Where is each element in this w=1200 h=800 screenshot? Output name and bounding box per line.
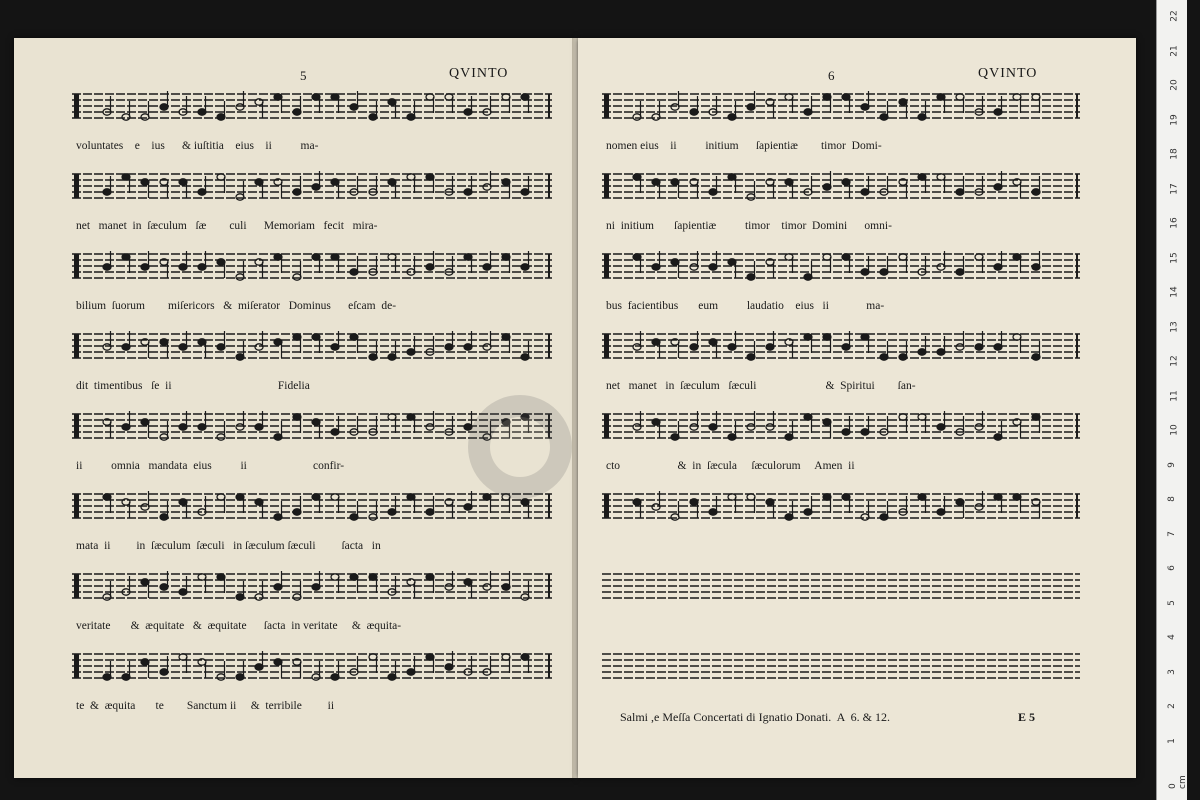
music-staff	[602, 248, 1080, 284]
lyric-line: cto & in ſæcula ſæculorum Amen ii	[606, 460, 855, 472]
part-header: QVINTO	[978, 66, 1038, 81]
part-header: QVINTO	[449, 66, 509, 81]
signature-mark: E 5	[1018, 710, 1036, 724]
ruler-label: 6	[1166, 565, 1177, 571]
ruler-label: 16	[1169, 217, 1180, 229]
ruler-label: 8	[1166, 496, 1177, 502]
ruler-label: 17	[1169, 182, 1180, 195]
library-watermark	[450, 392, 870, 502]
lyric-line: dit timentibus ſe ii Fidelia	[76, 380, 310, 392]
lyric-line: net manet in ſæculum ſæculi & Spiritui ſan-	[606, 380, 916, 392]
page-number: 6	[828, 68, 835, 83]
music-staff	[602, 568, 1080, 604]
ruler-label: 19	[1169, 113, 1180, 126]
ruler-label: 21	[1169, 44, 1180, 57]
ruler-label: 0 cm	[1168, 775, 1188, 789]
ruler-label: 3	[1166, 668, 1177, 675]
ruler-label: 11	[1169, 389, 1180, 402]
measurement-ruler	[1156, 0, 1187, 800]
ruler-label: 14	[1169, 286, 1180, 298]
lyric-line: bilium ſuorum miſericors & miſerator Dominus eſcam de-	[76, 300, 397, 312]
ruler-label: 7	[1166, 530, 1177, 537]
music-staff	[72, 568, 552, 604]
music-staff	[72, 248, 552, 284]
lyric-line: nomen eius ii initium ſapientiæ timor Domi-	[606, 140, 882, 152]
lyric-line: mata ii in ſæculum ſæculi in ſæculum ſæculi ſacta in	[76, 540, 381, 552]
ruler-label: 9	[1166, 461, 1177, 468]
ruler-label: 10	[1169, 424, 1180, 436]
lyric-line: voluntates e ius & iuſtitia eius ii ma-	[76, 140, 319, 152]
lyric-line: ii omnia mandata eius ii confir-	[76, 460, 345, 472]
ruler-label: 1	[1166, 737, 1177, 744]
music-staff	[72, 168, 552, 204]
ruler-label: 4	[1166, 634, 1177, 640]
lyric-line: ni initium ſapientiæ timor timor Domini omni-	[606, 220, 892, 232]
lyric-line: net manet in ſæculum ſæ culi Memoriam fecit mira-	[76, 220, 378, 232]
ruler-label: 22	[1169, 10, 1180, 22]
music-staff	[72, 88, 552, 124]
footer-title: Salmi ,e Meſſa Concertati di Ignatio Donati. A 6. & 12.	[620, 710, 890, 724]
lyric-line: te & æquita te Sanctum ii & terribile ii	[76, 700, 335, 712]
ruler-label: 20	[1169, 79, 1180, 91]
lyric-line: bus facientibus eum laudatio eius ii ma-	[606, 300, 885, 312]
music-staff	[602, 648, 1080, 684]
music-staff	[602, 328, 1080, 364]
music-staff	[602, 88, 1080, 124]
ruler-label: 13	[1169, 320, 1180, 333]
music-staff	[602, 168, 1080, 204]
page-number: 5	[300, 68, 307, 83]
music-staff	[72, 648, 552, 684]
lyric-line: veritate & æquitate & æquitate ſacta in veritate & æquita-	[76, 620, 402, 632]
ruler-label: 5	[1166, 599, 1177, 606]
ruler-label: 15	[1169, 251, 1180, 264]
ruler-label: 18	[1169, 148, 1180, 160]
ruler-label: 12	[1169, 355, 1180, 367]
ruler-label: 2	[1166, 703, 1177, 709]
music-staff	[72, 328, 552, 364]
